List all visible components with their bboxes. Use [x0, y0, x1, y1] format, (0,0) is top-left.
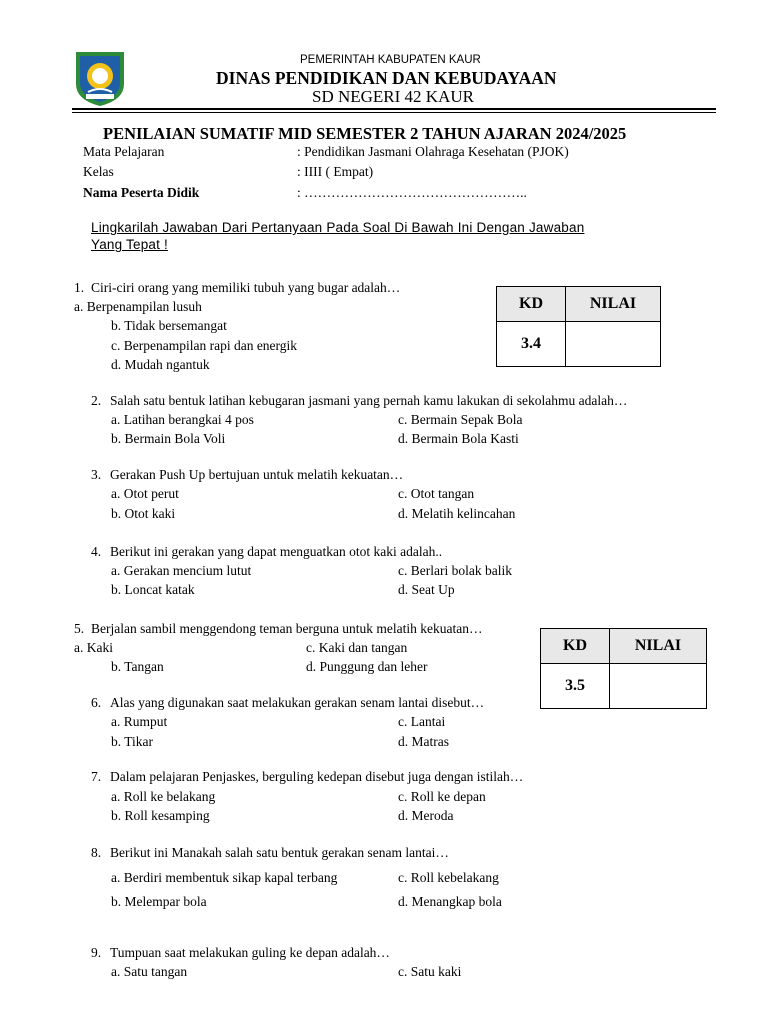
answer-option[interactable]: a. Rumput: [111, 714, 168, 729]
exam-title: PENILAIAN SUMATIF MID SEMESTER 2 TAHUN AJARAN 2024/2025: [103, 124, 627, 143]
question-number: 7.: [91, 769, 102, 784]
kd-value: 3.5: [541, 664, 610, 709]
header-rule-top: [72, 108, 716, 110]
header-government: PEMERINTAH KABUPATEN KAUR: [300, 54, 481, 66]
answer-option[interactable]: c. Berlari bolak balik: [398, 563, 512, 578]
question-number: 1.: [74, 280, 85, 295]
answer-option[interactable]: c. Kaki dan tangan: [306, 640, 408, 655]
info-value-subject: : Pendidikan Jasmani Olahraga Kesehatan (PJOK): [297, 144, 569, 159]
kd-value: 3.4: [497, 322, 566, 367]
info-label-class: Kelas: [83, 164, 114, 179]
answer-option[interactable]: c. Berpenampilan rapi dan energik: [111, 338, 298, 353]
info-label-subject: Mata Pelajaran: [83, 144, 165, 159]
answer-option[interactable]: c. Roll kebelakang: [398, 870, 499, 885]
question-text: Berikut ini Manakah salah satu bentuk gerakan senam lantai…: [110, 845, 449, 860]
answer-option[interactable]: b. Tangan: [111, 659, 164, 674]
answer-option[interactable]: c. Otot tangan: [398, 486, 475, 501]
info-label-name: Nama Peserta Didik: [83, 185, 200, 200]
question-number: 3.: [91, 467, 102, 482]
answer-option[interactable]: a. Berpenampilan lusuh: [74, 299, 202, 314]
question-number: 9.: [91, 945, 102, 960]
question-text: Tumpuan saat melakukan guling ke depan adalah…: [110, 945, 390, 960]
question-text: Ciri-ciri orang yang memiliki tubuh yang bugar adalah…: [91, 280, 401, 295]
answer-option[interactable]: d. Punggung dan leher: [306, 659, 428, 674]
kd-table-1: [496, 286, 661, 367]
question-number: 2.: [91, 393, 102, 408]
answer-option[interactable]: a. Otot perut: [111, 486, 179, 501]
answer-option[interactable]: b. Tidak bersemangat: [111, 318, 227, 333]
answer-option[interactable]: a. Satu tangan: [111, 964, 188, 979]
answer-option[interactable]: a. Berdiri membentuk sikap kapal terbang: [111, 870, 338, 885]
answer-option[interactable]: a. Latihan berangkai 4 pos: [111, 412, 254, 427]
answer-option[interactable]: a. Kaki: [74, 640, 113, 655]
answer-option[interactable]: c. Satu kaki: [398, 964, 462, 979]
nilai-value[interactable]: [566, 322, 661, 367]
answer-option[interactable]: d. Menangkap bola: [398, 894, 502, 909]
info-value-name: : …………………………………………..: [297, 185, 527, 200]
answer-option[interactable]: d. Mudah ngantuk: [111, 357, 210, 372]
question-number: 8.: [91, 845, 102, 860]
answer-option[interactable]: d. Matras: [398, 734, 449, 749]
answer-option[interactable]: b. Loncat katak: [111, 582, 195, 597]
answer-option[interactable]: c. Lantai: [398, 714, 446, 729]
answer-option[interactable]: b. Roll kesamping: [111, 808, 210, 823]
question-text: Gerakan Push Up bertujuan untuk melatih kekuatan…: [110, 467, 404, 482]
answer-option[interactable]: d. Meroda: [398, 808, 454, 823]
answer-option[interactable]: a. Gerakan mencium lutut: [111, 563, 252, 578]
answer-option[interactable]: a. Roll ke belakang: [111, 789, 216, 804]
answer-option[interactable]: b. Melempar bola: [111, 894, 207, 909]
answer-option[interactable]: b. Bermain Bola Voli: [111, 431, 226, 446]
nilai-header: NILAI: [566, 287, 661, 322]
kd-header: KD: [541, 629, 610, 664]
answer-option[interactable]: c. Roll ke depan: [398, 789, 486, 804]
question-text: Berikut ini gerakan yang dapat menguatkan otot kaki adalah..: [110, 544, 443, 559]
answer-option[interactable]: b. Otot kaki: [111, 506, 176, 521]
answer-option[interactable]: d. Seat Up: [398, 582, 455, 597]
header-rule-bottom: [72, 112, 716, 113]
answer-option[interactable]: b. Tikar: [111, 734, 154, 749]
instruction-line-2: Yang Tepat !: [91, 237, 168, 252]
header-department: DINAS PENDIDIKAN DAN KEBUDAYAAN: [216, 68, 557, 88]
header-school: SD NEGERI 42 KAUR: [312, 87, 474, 106]
question-number: 5.: [74, 621, 85, 636]
answer-option[interactable]: d. Bermain Bola Kasti: [398, 431, 519, 446]
answer-option[interactable]: c. Bermain Sepak Bola: [398, 412, 523, 427]
question-text: Dalam pelajaran Penjaskes, berguling kedepan disebut juga dengan istilah…: [110, 769, 524, 784]
question-number: 4.: [91, 544, 102, 559]
district-logo: [72, 48, 128, 108]
nilai-value[interactable]: [610, 664, 707, 709]
kd-header: KD: [497, 287, 566, 322]
nilai-header: NILAI: [610, 629, 707, 664]
question-text: Alas yang digunakan saat melakukan gerakan senam lantai disebut…: [110, 695, 485, 710]
info-value-class: : IIII ( Empat): [297, 164, 374, 179]
question-number: 6.: [91, 695, 102, 710]
question-text: Berjalan sambil menggendong teman berguna untuk melatih kekuatan…: [91, 621, 483, 636]
question-text: Salah satu bentuk latihan kebugaran jasmani yang pernah kamu lakukan di sekolahmu adalah…: [110, 393, 628, 408]
kd-table-2: [540, 628, 707, 709]
instruction-line-1: Lingkarilah Jawaban Dari Pertanyaan Pada Soal Di Bawah Ini Dengan Jawaban: [91, 220, 585, 235]
answer-option[interactable]: d. Melatih kelincahan: [398, 506, 516, 521]
